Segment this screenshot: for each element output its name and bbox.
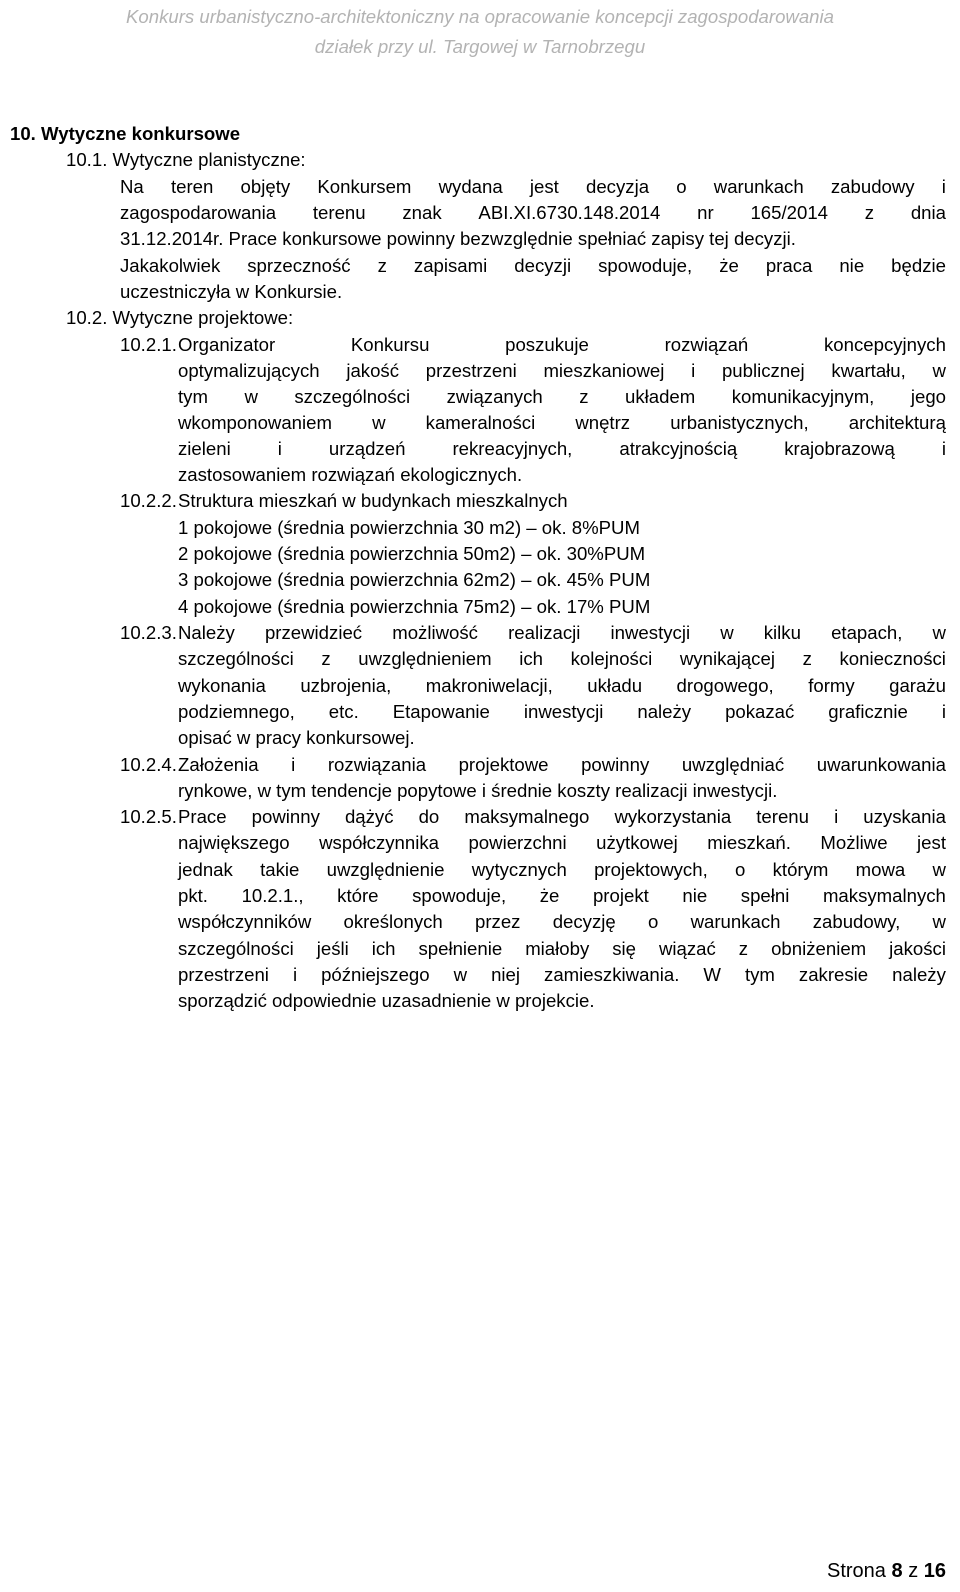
- item-10-2-1-line-3: tym w szczególności związanych z układem komunikacyjnym, jego: [178, 386, 946, 407]
- page-label: Strona: [827, 1560, 886, 1582]
- item-number-10-2-5: 10.2.5.: [120, 806, 177, 827]
- item-10-2-5-line-2: największego współczynnika powierzchni użytkowej mieszkań. Możliwe jest: [178, 832, 946, 853]
- item-10-2-2-line-5: 4 pokojowe (średnia powierzchnia 75m2) – ok. 17% PUM: [178, 596, 651, 617]
- item-10-2-3-line-1: Należy przewidzieć możliwość realizacji inwestycji w kilku etapach, w: [178, 622, 946, 643]
- s10-1-line-1: Na teren objęty Konkursem wydana jest decyzja o warunkach zabudowy i: [120, 176, 946, 197]
- total-pages: 16: [923, 1560, 946, 1582]
- running-header: [0, 2, 960, 62]
- item-number-10-2-3: 10.2.3.: [120, 622, 177, 643]
- item-10-2-2-line-3: 2 pokojowe (średnia powierzchnia 50m2) – ok. 30%PUM: [178, 543, 646, 564]
- item-10-2-5-line-6: szczególności jeśli ich spełnienie miałoby się wiązać z obniżeniem jakości: [178, 938, 946, 959]
- subsection-heading-10-2: 10.2. Wytyczne projektowe:: [66, 307, 294, 328]
- section-title: 10. Wytyczne konkursowe: [10, 123, 241, 144]
- item-10-2-1-line-1: Organizator Konkursu poszukuje rozwiązań koncepcyjnych: [178, 334, 946, 355]
- subsection-heading-10-1: 10.1. Wytyczne planistyczne:: [66, 149, 306, 170]
- item-10-2-5-line-3: jednak takie uwzględnienie wytycznych projektowych, o którym mowa w: [178, 859, 946, 880]
- s10-1-line-5: uczestniczyła w Konkursie.: [120, 281, 343, 302]
- item-10-2-1-line-2: optymalizujących jakość przestrzeni mieszkaniowej i publicznej kwartału, w: [178, 360, 946, 381]
- item-10-2-4-line-1: Założenia i rozwiązania projektowe powinny uwzględniać uwarunkowania: [178, 754, 946, 775]
- item-10-2-5-line-7: przestrzeni i późniejszego w niej zamieszkiwania. W tym zakresie należy: [178, 964, 946, 985]
- page-of: z: [908, 1560, 919, 1582]
- item-10-2-5-line-5: współczynników określonych przez decyzję o warunkach zabudowy, w: [178, 911, 946, 932]
- item-10-2-3-line-5: opisać w pracy konkursowej.: [178, 727, 415, 748]
- item-number-10-2-2: 10.2.2.: [120, 490, 177, 511]
- item-10-2-3-line-3: wykonania uzbrojenia, makroniwelacji, układu drogowego, formy garażu: [178, 675, 946, 696]
- item-10-2-2-line-2: 1 pokojowe (średnia powierzchnia 30 m2) – ok. 8%PUM: [178, 517, 640, 538]
- current-page: 8: [891, 1560, 903, 1582]
- s10-1-line-4: Jakakolwiek sprzeczność z zapisami decyzji spowoduje, że praca nie będzie: [120, 255, 946, 276]
- item-10-2-2-line-1: Struktura mieszkań w budynkach mieszkalnych: [178, 490, 568, 511]
- header-line-1: Konkurs urbanistyczno-architektoniczny na opracowanie koncepcji zagospodarowania: [126, 6, 834, 27]
- item-10-2-1-line-4: wkomponowaniem w kameralności wnętrz urbanistycznych, architekturą: [178, 412, 946, 433]
- item-10-2-1-line-6: zastosowaniem rozwiązań ekologicznych.: [178, 464, 523, 485]
- item-number-10-2-1: 10.2.1.: [120, 334, 177, 355]
- page-footer: [827, 1560, 946, 1583]
- item-10-2-3-line-2: szczególności z uwzględnieniem ich kolejności wynikającej z konieczności: [178, 648, 946, 669]
- header-line-2: działek przy ul. Targowej w Tarnobrzegu: [314, 36, 646, 57]
- s10-1-line-2: zagospodarowania terenu znak ABI.XI.6730.148.2014 nr 165/2014 z dnia: [120, 202, 946, 223]
- item-10-2-5-line-8: sporządzić odpowiednie uzasadnienie w projekcie.: [178, 990, 595, 1011]
- s10-1-line-3: 31.12.2014r. Prace konkursowe powinny bezwzględnie spełniać zapisy tej decyzji.: [120, 228, 796, 249]
- item-10-2-5-line-4: pkt. 10.2.1., które spowoduje, że projekt nie spełni maksymalnych: [178, 885, 946, 906]
- item-10-2-1-line-5: zieleni i urządzeń rekreacyjnych, atrakcyjnością krajobrazową i: [178, 438, 946, 459]
- item-10-2-4-line-2: rynkowe, w tym tendencje popytowe i średnie koszty realizacji inwestycji.: [178, 780, 778, 801]
- item-10-2-3-line-4: podziemnego, etc. Etapowanie inwestycji należy pokazać graficznie i: [178, 701, 946, 722]
- item-10-2-5-line-1: Prace powinny dążyć do maksymalnego wykorzystania terenu i uzyskania: [178, 806, 946, 827]
- item-number-10-2-4: 10.2.4.: [120, 754, 177, 775]
- item-10-2-2-line-4: 3 pokojowe (średnia powierzchnia 62m2) – ok. 45% PUM: [178, 569, 651, 590]
